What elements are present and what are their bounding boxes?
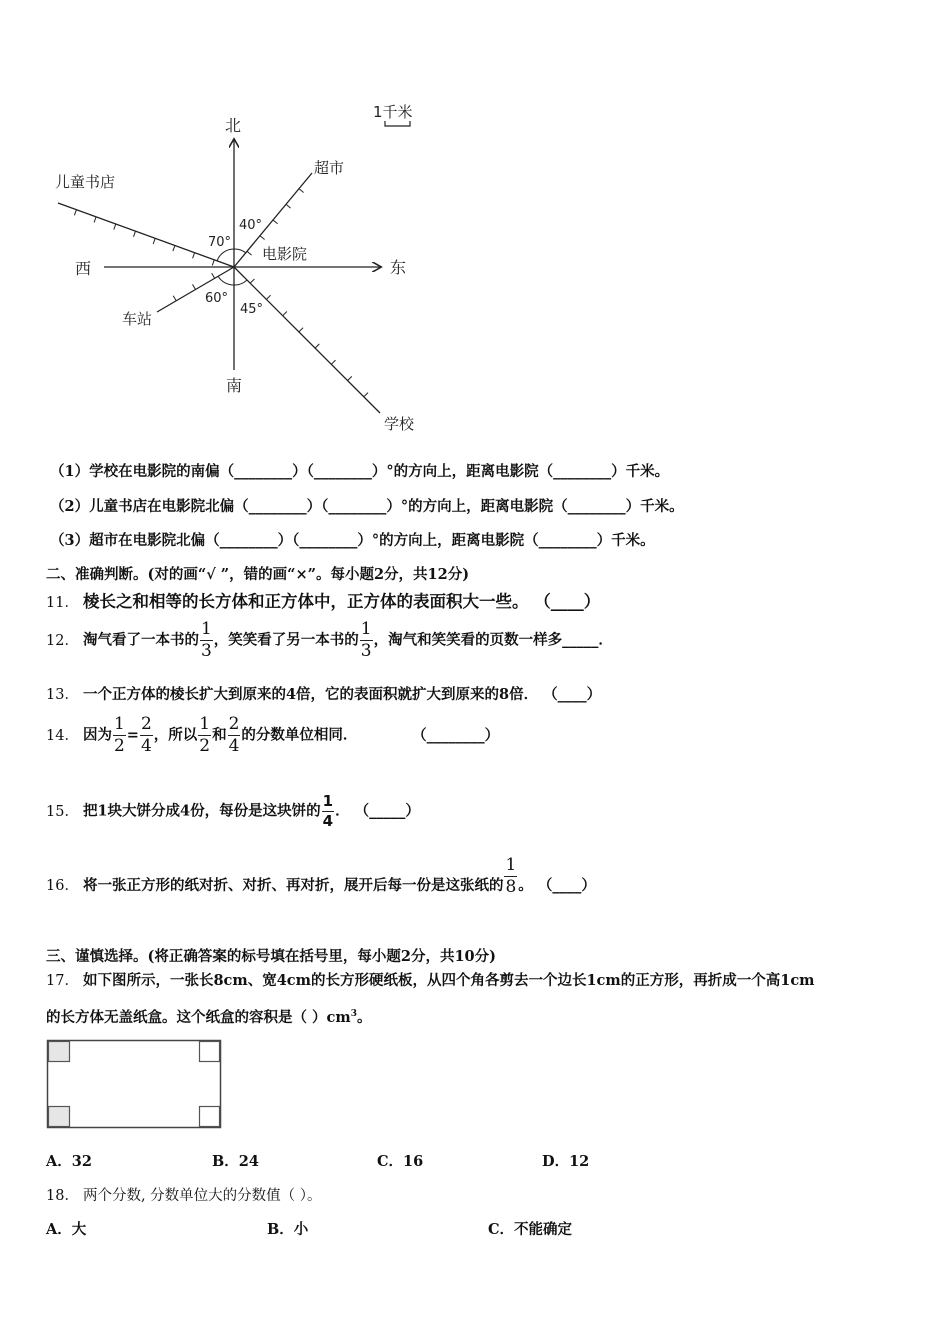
question-text: 两个分数, 分数单位大的分数值（ ）。 — [82, 1188, 322, 1204]
question-12 — [46, 621, 613, 660]
question-text: ，淘气和笑笑看的页数一样多_____． — [373, 631, 613, 649]
question-text: 将一张正方形的纸对折、对折、再对折，展开后每一份是这张纸的 — [82, 877, 504, 894]
option-b[interactable]: B．小 — [267, 1221, 309, 1238]
question-16 — [46, 857, 596, 896]
label-west: 西 — [75, 259, 92, 278]
question-number: 12． — [46, 632, 79, 649]
map-scale-label: 1千米 — [373, 103, 413, 121]
question-17-line2 — [46, 1006, 371, 1027]
answer-blank: （________） — [419, 726, 500, 744]
question-18 — [46, 1184, 322, 1205]
label-angle-45: 45° — [240, 302, 264, 317]
option-d[interactable]: D．12 — [542, 1153, 590, 1170]
question-text: 棱长之和相等的长方体和正方体中，正方体的表面积大一些。 （____） — [82, 592, 601, 611]
question-number: 13． — [46, 687, 79, 703]
label-angle-40: 40° — [239, 218, 263, 233]
fraction: $\frac{1}{8}$ — [505, 855, 517, 897]
fraction: $\frac{2}{4}$ — [140, 714, 152, 756]
question-text: ，所以 — [153, 726, 198, 744]
question-text: 如下图所示，一张长8cm、宽4cm的长方形硬纸板，从四个角各剪去一个边长1cm的正方形，再折成一个高1cm — [82, 972, 815, 989]
question-text: 淘气看了一本书的 — [82, 631, 199, 649]
corner-square — [200, 1042, 220, 1062]
label-angle-60: 60° — [205, 291, 229, 306]
question-17-line1 — [46, 969, 815, 990]
fill-question-2: （2）儿童书店在电影院北偏（________）（________）°的方向上，距离电影院（________）千米。 — [50, 498, 684, 515]
label-supermarket: 超市 — [314, 159, 345, 177]
arc-70 — [217, 249, 234, 261]
label-east: 东 — [390, 258, 407, 277]
section3-title: 三、谨慎选择。(将正确答案的标号填在括号里，每小题2分，共10分) — [46, 948, 496, 965]
question-number: 14． — [46, 727, 79, 744]
label-angle-70: 70° — [208, 235, 232, 250]
cardboard-figure — [46, 1039, 224, 1131]
question-15 — [46, 794, 420, 829]
fraction: $\frac{1}{2}$ — [113, 714, 125, 756]
label-north: 北 — [225, 116, 242, 135]
question-number: 18． — [46, 1188, 79, 1204]
equals-sign: = — [126, 726, 139, 744]
question-text: 。 — [356, 1009, 372, 1026]
question-text: ，笑笑看了另一本书的 — [213, 631, 359, 649]
question-number: 16． — [46, 878, 79, 894]
label-station: 车站 — [122, 310, 153, 328]
corner-square — [49, 1042, 70, 1062]
corner-square — [49, 1107, 70, 1127]
fraction: $\frac{1}{4}$ — [322, 792, 334, 830]
corner-square — [200, 1107, 220, 1127]
fraction: $\frac{2}{4}$ — [228, 714, 240, 756]
arc-40 — [234, 249, 246, 253]
label-school: 学校 — [384, 415, 415, 433]
question-number: 11． — [46, 595, 79, 611]
ray-school — [234, 267, 380, 413]
direction-map — [40, 95, 440, 440]
question-number: 17． — [46, 973, 79, 989]
option-c[interactable]: C．不能确定 — [488, 1221, 573, 1238]
fill-question-1: （1）学校在电影院的南偏（________）（________）°的方向上，距离电影院（________）千米。 — [50, 463, 670, 480]
question-13 — [46, 683, 601, 704]
question-text: 和 — [212, 726, 227, 744]
question-14 — [46, 716, 499, 755]
map-scale-bar — [385, 121, 410, 126]
question-text: 的分数单位相同． — [241, 726, 358, 744]
superscript: 3 — [350, 1009, 357, 1020]
question-text: 把1块大饼分成4份，每份是这块饼的 — [82, 802, 321, 820]
section2-title: 二、准确判断。(对的画“√ ”，错的画“×”。每小题2分，共12分) — [46, 566, 470, 583]
label-cinema: 电影院 — [262, 245, 308, 263]
fraction: $\frac{1}{2}$ — [199, 714, 211, 756]
option-a[interactable]: A．大 — [46, 1221, 87, 1238]
label-bookstore: 儿童书店 — [55, 173, 116, 191]
question-11 — [46, 588, 600, 612]
question-text: 的长方体无盖纸盒。这个纸盒的容积是（ ）cm — [46, 1009, 351, 1026]
question-number: 15． — [46, 803, 79, 820]
fill-question-3: （3）超市在电影院北偏（________）（________）°的方向上，距离电影院（________）千米。 — [50, 532, 655, 549]
label-south: 南 — [226, 376, 243, 395]
question-text: 一个正方体的棱长扩大到原来的4倍，它的表面积就扩大到原来的8倍． （____） — [82, 686, 602, 703]
arc-45 — [234, 280, 247, 285]
option-b[interactable]: B．24 — [212, 1153, 259, 1170]
option-a[interactable]: A．32 — [46, 1153, 92, 1170]
question-text: 。 （____） — [518, 877, 596, 894]
arc-60 — [218, 276, 234, 285]
question-text: 因为 — [82, 726, 112, 744]
fraction: $\frac{1}{3}$ — [360, 619, 372, 661]
option-c[interactable]: C．16 — [377, 1153, 424, 1170]
fraction: $\frac{1}{3}$ — [200, 619, 212, 661]
question-text: ． （_____） — [335, 802, 420, 820]
